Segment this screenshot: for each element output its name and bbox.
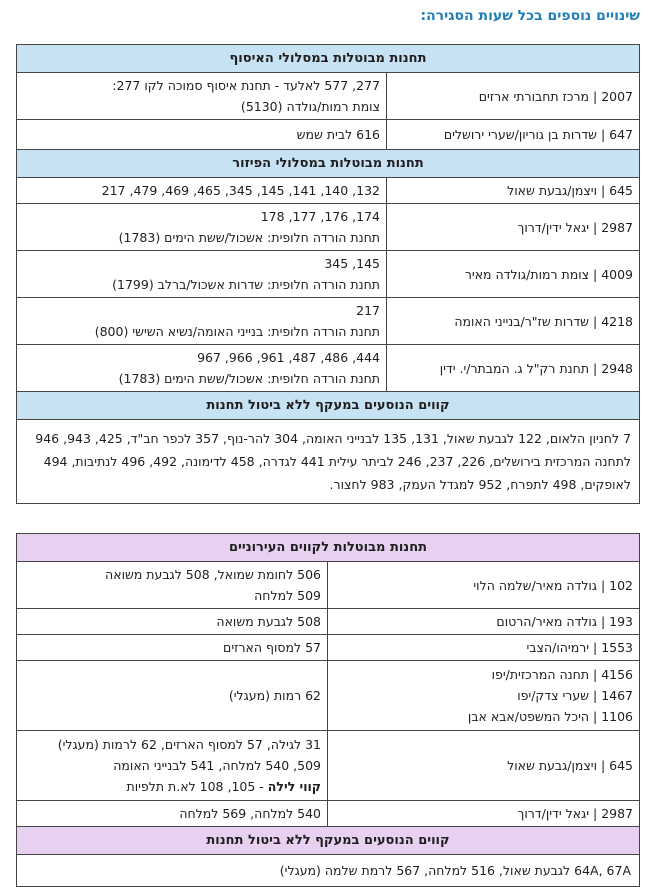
table-row (17, 204, 640, 251)
station-cell: 2948 | תחנת רק"ל ג. המבתר/י. ידין (387, 345, 640, 392)
table-row (17, 661, 640, 731)
station-cell (328, 661, 640, 731)
lines-cell (17, 204, 387, 251)
section-header-row (17, 827, 640, 855)
table-row (17, 298, 640, 345)
section-title-detour: קווים הנוסעים במעקף ללא ביטול תחנות (17, 392, 640, 420)
station-text: 1553 | ירמיהו/הצבי (526, 640, 634, 655)
station-text: 4156 | תחנה המרכזית/יפו (491, 667, 634, 682)
lines-cell (17, 298, 387, 345)
table-row (17, 178, 640, 204)
lines-text: תחנת הורדה חלופית: אשכול/ששת הימים (1783) (118, 230, 381, 245)
lines-text: 62 רמות (מעגלי) (228, 688, 322, 703)
night-label: קווי לילה (267, 779, 322, 794)
lines-text: 132, 140, 141, 145, 345, 465, 469, 479, 217 (101, 183, 381, 198)
lines-text: צומת רמות/גולדה (5130) (240, 99, 381, 114)
section-title-dropoff: תחנות מבוטלות במסלולי הפיזור (17, 150, 640, 178)
table-row (17, 120, 640, 150)
station-text: 193 | גולדה מאיר/הרטום (496, 614, 634, 629)
lines-text: 217 (356, 303, 381, 318)
section-header-row (17, 45, 640, 73)
table-row (17, 73, 640, 120)
lines-cell (17, 661, 328, 731)
closure-table-intercity (16, 44, 640, 504)
station-text: 1467 | שערי צדק/יפו (517, 688, 634, 703)
lines-cell (17, 345, 387, 392)
lines-cell (17, 801, 328, 827)
section-title-urban-detour: קווים הנוסעים במעקף ללא ביטול תחנות (17, 827, 640, 855)
station-cell (328, 635, 640, 661)
station-text: 1106 | היכל המשפט/אבא אבן (467, 709, 634, 724)
table-row (17, 635, 640, 661)
table-row (17, 420, 640, 504)
lines-text: 616 לבית שמש (296, 127, 381, 142)
lines-cell (17, 251, 387, 298)
station-cell (328, 562, 640, 609)
table-row (17, 345, 640, 392)
urban-detour-lines-text: 64A, 67A לגבעת שאול, 516 למלחה, 567 לרמת שלמה (מעגלי) (17, 855, 640, 887)
lines-text: 508 לגבעת משואה (216, 614, 322, 629)
station-text: 645 | ויצמן/גבעת שאול (507, 758, 634, 773)
lines-text: 509 למלחה (254, 588, 322, 603)
station-cell: 4218 | שדרות שז"ר/בנייני האומה (387, 298, 640, 345)
detour-lines-text: 7 לחניון הלאום, 122 לגבעת שאול, 131, 135 לבנייני האומה, 304 להר-נוף, 357 לכפר חב"ד, 425, 943, 946 לתחנה המרכזית בירושלים, 226, 237, 246 לביתר עילית 441 לגדרה, 458 לדימונה, 492, 496 לנתיבות, 494 לאופקים, 498 לתפרח, 952 למגדל העמק, 983 לחצור. (17, 420, 640, 504)
lines-cell (17, 731, 328, 801)
station-text: 2987 | יגאל ידין/דרוך (517, 806, 634, 821)
lines-text: תחנת הורדה חלופית: בנייני האומה/נשיא השישי (800) (94, 324, 381, 339)
station-cell (328, 609, 640, 635)
night-text: - 105, 108 לא.ת תלפיות (126, 779, 268, 794)
lines-text: 145, 345 (324, 256, 381, 271)
section-header-row (17, 534, 640, 562)
lines-text: 506 לחומת שמואל, 508 לגבעת משואה (105, 567, 322, 582)
lines-cell (17, 609, 328, 635)
lines-text: 444, 486, 487, 961, 966, 967 (197, 350, 381, 365)
station-cell (328, 731, 640, 801)
lines-cell (17, 178, 387, 204)
table-row (17, 801, 640, 827)
lines-text: 509, 540 למלחה, 541 לבנייני האומה (113, 758, 322, 773)
night-lines-text (23, 776, 321, 797)
section-title-pickup: תחנות מבוטלות במסלולי האיסוף (17, 45, 640, 73)
lines-cell (17, 73, 387, 120)
section-title-urban: תחנות מבוטלות לקווים העירוניים (17, 534, 640, 562)
lines-cell (17, 635, 328, 661)
table-row (17, 609, 640, 635)
lines-cell (17, 562, 328, 609)
closure-table-urban (16, 533, 640, 887)
lines-text: 277, 577 לאלעד - תחנת איסוף סמוכה לקו 277: (112, 78, 381, 93)
station-cell: 4009 | צומת רמות/גולדה מאיר (387, 251, 640, 298)
station-cell: 2987 | יגאל ידין/דרוך (387, 204, 640, 251)
station-cell (328, 801, 640, 827)
station-text: 102 | גולדה מאיר/שלמה הלוי (473, 577, 634, 593)
table-row (17, 855, 640, 887)
lines-text: 31 לגילה, 57 למסוף הארזים, 62 לרמות (מעגלי) (57, 737, 322, 752)
lines-cell (17, 120, 387, 150)
lines-text: 57 למסוף הארזים (223, 640, 322, 655)
station-cell: 647 | שדרות בן גוריון/שערי ירושלים (387, 120, 640, 150)
lines-text: 174, 176, 177, 178 (260, 209, 381, 224)
table-row (17, 251, 640, 298)
section-header-row (17, 150, 640, 178)
lines-text: תחנת הורדה חלופית: שדרות אשכול/ברלב (1799) (112, 277, 381, 292)
table-row (17, 731, 640, 801)
table-row (17, 562, 640, 609)
section-header-row (17, 392, 640, 420)
station-cell: 645 | ויצמן/גבעת שאול (387, 178, 640, 204)
lines-text: 540 למלחה, 569 למלחה (179, 806, 322, 821)
page-heading: שינויים נוספים בכל שעות הסגירה: (420, 8, 640, 24)
station-cell: 2007 | מרכז תחבורתי ארזים (387, 73, 640, 120)
lines-text: תחנת הורדה חלופית: אשכול/ששת הימים (1783) (118, 371, 381, 386)
